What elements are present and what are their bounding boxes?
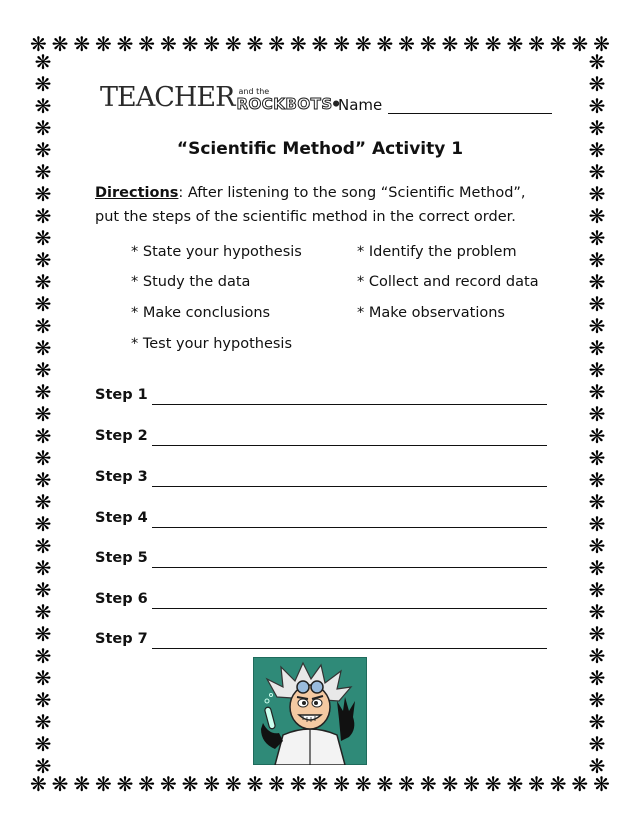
border-star-icon: ❋	[398, 32, 415, 56]
border-star-icon: ❋	[203, 32, 221, 56]
border-star-icon: ❋	[588, 490, 606, 514]
step-label: Step 2	[95, 428, 148, 444]
border-star-icon: ❋	[588, 358, 606, 382]
border-star-icon: ❋	[549, 32, 567, 56]
border-star-icon: ❋	[94, 772, 112, 796]
border-star-icon: ❋	[588, 622, 606, 646]
border-star-icon: ❋	[289, 772, 307, 796]
page-title: “Scientific Method” Activity 1	[176, 139, 464, 159]
border-star-icon: ❋	[588, 688, 606, 712]
border-star-icon: ❋	[34, 182, 52, 206]
border-star-icon: ❋	[34, 468, 52, 492]
border-star-icon: ❋	[593, 32, 610, 56]
border-star-icon: ❋	[588, 402, 606, 426]
border-star-icon: ❋	[311, 772, 329, 796]
border-star-icon: ❋	[588, 204, 606, 228]
border-star-icon: ❋	[73, 772, 91, 796]
border-star-icon: ❋	[571, 772, 589, 796]
border-star-icon: ❋	[34, 666, 52, 690]
border-star-icon: ❋	[203, 772, 221, 796]
border-star-icon: ❋	[588, 72, 606, 96]
list-item: * Identify the problem	[357, 244, 517, 260]
border-star-icon: ❋	[34, 380, 52, 404]
border-star-icon: ❋	[484, 32, 502, 56]
border-star-icon: ❋	[289, 32, 307, 56]
border-star-icon: ❋	[34, 446, 52, 470]
step-answer-line[interactable]	[152, 388, 547, 405]
border-star-icon: ❋	[34, 644, 52, 668]
directions-text: : After listening to the song “Scientific Method”, put the steps of the scientific method in the correct order.	[95, 185, 526, 225]
border-star-icon: ❋	[34, 138, 52, 162]
border-star-icon: ❋	[246, 32, 264, 56]
border-star-icon: ❋	[34, 314, 52, 338]
border-star-icon: ❋	[588, 512, 606, 536]
border-star-icon: ❋	[593, 772, 610, 796]
border-star-icon: ❋	[484, 772, 502, 796]
border-star-icon: ❋	[419, 772, 437, 796]
border-star-icon: ❋	[268, 32, 285, 56]
border-star-icon: ❋	[588, 732, 606, 756]
border-star-icon: ❋	[463, 772, 480, 796]
border-star-icon: ❋	[588, 248, 606, 272]
step-row[interactable]	[95, 548, 547, 568]
border-star-icon: ❋	[588, 710, 606, 734]
border-star-icon: ❋	[34, 292, 52, 316]
border-star-icon: ❋	[588, 50, 606, 74]
border-star-icon: ❋	[34, 204, 52, 228]
border-star-icon: ❋	[116, 772, 134, 796]
border-star-icon: ❋	[588, 556, 606, 580]
border-left	[32, 52, 54, 776]
border-star-icon: ❋	[588, 666, 606, 690]
step-answer-line[interactable]	[152, 429, 547, 446]
border-star-icon: ❋	[224, 772, 242, 796]
border-bottom	[30, 773, 610, 795]
border-star-icon: ❋	[376, 772, 394, 796]
border-star-icon: ❋	[588, 314, 606, 338]
step-row[interactable]	[95, 629, 547, 649]
step-answer-line[interactable]	[152, 551, 547, 568]
list-item: * Make conclusions	[131, 305, 271, 321]
border-star-icon: ❋	[34, 490, 52, 514]
border-star-icon: ❋	[34, 600, 52, 624]
border-star-icon: ❋	[333, 772, 350, 796]
border-star-icon: ❋	[588, 424, 606, 448]
border-star-icon: ❋	[94, 32, 112, 56]
border-star-icon: ❋	[34, 402, 52, 426]
border-star-icon: ❋	[159, 32, 177, 56]
border-star-icon: ❋	[34, 50, 52, 74]
list-item: * Collect and record data	[357, 274, 539, 290]
border-star-icon: ❋	[354, 32, 372, 56]
border-star-icon: ❋	[588, 138, 606, 162]
name-label: Name	[338, 96, 383, 114]
step-row[interactable]	[95, 385, 547, 405]
border-star-icon: ❋	[419, 32, 437, 56]
border-star-icon: ❋	[588, 754, 606, 778]
border-star-icon: ❋	[73, 32, 91, 56]
border-star-icon: ❋	[34, 710, 52, 734]
border-star-icon: ❋	[506, 772, 524, 796]
border-star-icon: ❋	[588, 182, 606, 206]
border-star-icon: ❋	[34, 160, 52, 184]
border-star-icon: ❋	[34, 512, 52, 536]
border-star-icon: ❋	[588, 468, 606, 492]
border-star-icon: ❋	[376, 32, 394, 56]
step-answer-line[interactable]	[152, 592, 547, 609]
step-answer-line[interactable]	[152, 632, 547, 649]
border-star-icon: ❋	[51, 772, 69, 796]
border-star-icon: ❋	[588, 534, 606, 558]
border-star-icon: ❋	[463, 32, 480, 56]
border-star-icon: ❋	[588, 578, 606, 602]
border-star-icon: ❋	[588, 644, 606, 668]
border-star-icon: ❋	[34, 534, 52, 558]
border-star-icon: ❋	[311, 32, 329, 56]
step-label: Step 4	[95, 510, 148, 526]
border-star-icon: ❋	[441, 772, 459, 796]
border-star-icon: ❋	[571, 32, 589, 56]
border-star-icon: ❋	[34, 556, 52, 580]
border-star-icon: ❋	[441, 32, 459, 56]
step-label: Step 7	[95, 631, 148, 647]
border-star-icon: ❋	[34, 754, 52, 778]
step-row[interactable]	[95, 508, 547, 528]
border-right	[586, 52, 608, 776]
step-row[interactable]	[95, 467, 547, 487]
border-star-icon: ❋	[588, 226, 606, 250]
border-star-icon: ❋	[51, 32, 69, 56]
name-blank[interactable]	[388, 113, 552, 114]
border-star-icon: ❋	[181, 772, 199, 796]
border-star-icon: ❋	[116, 32, 134, 56]
step-label: Step 3	[95, 469, 148, 485]
border-star-icon: ❋	[588, 446, 606, 470]
border-star-icon: ❋	[398, 772, 415, 796]
border-star-icon: ❋	[333, 32, 350, 56]
list-item: * Make observations	[357, 305, 505, 321]
step-label: Step 6	[95, 591, 148, 607]
border-star-icon: ❋	[588, 94, 606, 118]
step-row[interactable]	[95, 426, 547, 446]
step-answer-line[interactable]	[152, 511, 547, 528]
border-star-icon: ❋	[588, 160, 606, 184]
border-star-icon: ❋	[246, 772, 264, 796]
step-row[interactable]	[95, 589, 547, 609]
border-star-icon: ❋	[528, 772, 545, 796]
border-star-icon: ❋	[34, 336, 52, 360]
border-star-icon: ❋	[30, 772, 47, 796]
step-answer-line[interactable]	[152, 470, 547, 487]
step-label: Step 1	[95, 387, 148, 403]
list-item: * Study the data	[131, 274, 251, 290]
border-star-icon: ❋	[181, 32, 199, 56]
border-star-icon: ❋	[34, 424, 52, 448]
list-item: * State your hypothesis	[131, 244, 302, 260]
border-star-icon: ❋	[34, 732, 52, 756]
border-star-icon: ❋	[588, 380, 606, 404]
border-star-icon: ❋	[138, 32, 156, 56]
step-label: Step 5	[95, 550, 148, 566]
border-star-icon: ❋	[34, 622, 52, 646]
border-star-icon: ❋	[588, 336, 606, 360]
border-star-icon: ❋	[354, 772, 372, 796]
border-star-icon: ❋	[268, 772, 285, 796]
directions-label: Directions	[95, 185, 179, 201]
border-star-icon: ❋	[34, 226, 52, 250]
border-star-icon: ❋	[549, 772, 567, 796]
border-star-icon: ❋	[34, 358, 52, 382]
border-star-icon: ❋	[138, 772, 156, 796]
border-star-icon: ❋	[588, 116, 606, 140]
border-star-icon: ❋	[34, 688, 52, 712]
border-star-icon: ❋	[159, 772, 177, 796]
border-star-icon: ❋	[224, 32, 242, 56]
border-star-icon: ❋	[588, 292, 606, 316]
border-star-icon: ❋	[34, 248, 52, 272]
border-star-icon: ❋	[34, 270, 52, 294]
border-star-icon: ❋	[588, 600, 606, 624]
border-star-icon: ❋	[34, 578, 52, 602]
border-star-icon: ❋	[34, 72, 52, 96]
border-star-icon: ❋	[30, 32, 47, 56]
list-item: * Test your hypothesis	[131, 336, 293, 352]
border-star-icon: ❋	[34, 94, 52, 118]
border-star-icon: ❋	[588, 270, 606, 294]
border-star-icon: ❋	[34, 116, 52, 140]
logo: TEACHER and the ROCKBOTS®	[100, 82, 341, 113]
border-top	[30, 33, 610, 55]
border-star-icon: ❋	[528, 32, 545, 56]
border-star-icon: ❋	[506, 32, 524, 56]
directions	[95, 181, 545, 229]
name-field[interactable]	[338, 96, 552, 114]
mad-scientist-icon	[253, 657, 367, 765]
